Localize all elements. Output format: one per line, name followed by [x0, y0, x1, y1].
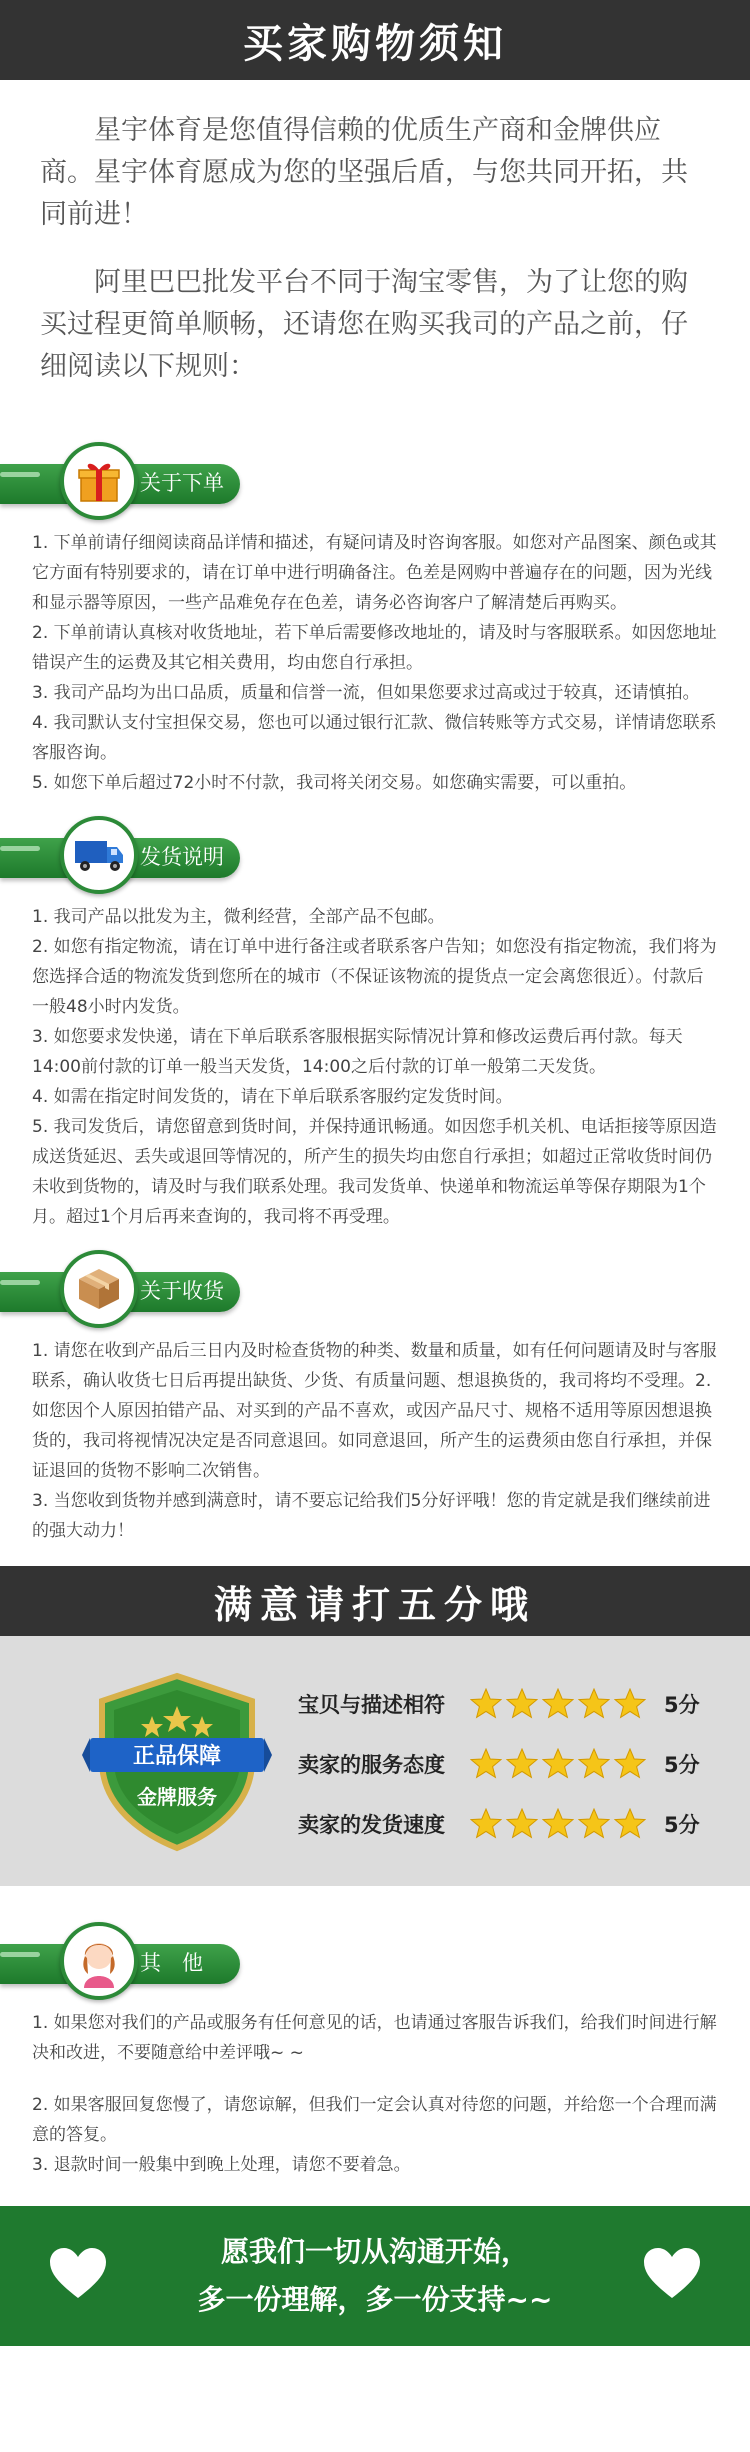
list-item: 3. 如您要求发快递，请在下单后联系客服根据实际情况计算和修改运费后再付款。每天14:00前付款的订单一般当天发货，14:00之后付款的订单一般第二天发货。 — [32, 1027, 683, 1077]
section-title: 发货说明 — [140, 845, 224, 869]
list-item: 3. 我司产品均为出口品质，质量和信誉一流，但如果您要求过高或过于较真，还请慎拍。 — [32, 683, 700, 703]
page-title: 买家购物须知 — [243, 20, 507, 67]
list-item: 5. 我司发货后，请您留意到货时间，并保持通讯畅通。如因您手机关机、电话拒接等原因造成送货延迟、丢失或退回等情况的，所产生的损失均由您自行承担；如超过正常收货时间仍未收到货物的，请及时与我们联系处理。我司发货单、快递单和物流运单等保存期限为1个月。超过1个月后再来查询的，我司将不再受理。 — [32, 1117, 717, 1227]
section-header-shipping — [0, 806, 750, 902]
heart-icon — [644, 2248, 700, 2300]
star-icon — [614, 1688, 646, 1720]
service-agent-icon — [60, 1922, 138, 2000]
list-item: 1. 如果您对我们的产品或服务有任何意见的话，也请通过客服告诉我们，给我们时间进行解决和改进，不要随意给中差评哦~ ~ — [32, 2013, 717, 2063]
star-icon — [506, 1808, 538, 1840]
star-icon — [614, 1808, 646, 1840]
rating-label: 卖家的服务态度 — [298, 1753, 445, 1777]
section-header-order — [0, 432, 750, 528]
header-banner — [0, 0, 750, 80]
section-body-other — [0, 2008, 750, 2180]
footer-banner — [0, 2206, 750, 2346]
gift-icon — [60, 442, 138, 520]
star-rating — [470, 1688, 646, 1720]
star-icon — [614, 1748, 646, 1780]
list-item: 4. 我司默认支付宝担保交易，您也可以通过银行汇款、微信转账等方式交易，详情请您联系客服咨询。 — [32, 713, 717, 763]
rating-rows — [298, 1674, 700, 1854]
guarantee-shield-icon — [82, 1666, 272, 1856]
rating-row — [298, 1734, 700, 1794]
list-item: 3. 当您收到货物并感到满意时，请不要忘记给我们5分好评哦！您的肯定就是我们继续前进的强大动力！ — [32, 1491, 711, 1541]
rating-score: 5分 — [664, 1813, 700, 1837]
intro-paragraph-1: 星宇体育是您值得信赖的优质生产商和金牌供应商。星宇体育愿成为您的坚强后盾，与您共同开拓，共同前进！ — [40, 115, 688, 230]
rating-row — [298, 1794, 700, 1854]
star-icon — [470, 1808, 502, 1840]
star-icon — [506, 1688, 538, 1720]
rating-banner — [0, 1566, 750, 1636]
rating-row — [298, 1674, 700, 1734]
star-icon — [578, 1808, 610, 1840]
star-icon — [542, 1688, 574, 1720]
star-rating — [470, 1808, 646, 1840]
section-header-receiving — [0, 1240, 750, 1336]
star-rating — [470, 1748, 646, 1780]
list-item: 5. 如您下单后超过72小时不付款，我司将关闭交易。如您确实需要，可以重拍。 — [32, 773, 637, 793]
list-item: 3. 退款时间一般集中到晚上处理，请您不要着急。 — [32, 2155, 411, 2175]
truck-icon — [60, 816, 138, 894]
list-item: 2. 下单前请认真核对收货地址，若下单后需要修改地址的，请及时与客服联系。如因您地址错误产生的运费及其它相关费用，均由您自行承担。 — [32, 623, 717, 673]
list-item: 1. 请您在收到产品后三日内及时检查货物的种类、数量和质量，如有任何问题请及时与客服联系，确认收货七日后再提出缺货、少货、有质量问题、想退换货的，我司将均不受理。2. 如您因个人原因拍错产品、对买到的产品不喜欢，或因产品尺寸、规格不适用等原因想退换货的，我司将视情况决定是否同意退回。如同意退回，所产生的运费须由您自行承担，并保证退回的货物不影响二次销售。 — [32, 1341, 717, 1481]
section-title: 其 他 — [140, 1951, 203, 1975]
star-icon — [506, 1748, 538, 1780]
section-header-other — [0, 1912, 750, 2008]
star-icon — [578, 1688, 610, 1720]
rating-label: 卖家的发货速度 — [298, 1813, 445, 1837]
list-item: 2. 如果客服回复您慢了，请您谅解，但我们一定会认真对待您的问题，并给您一个合理而满意的答复。 — [32, 2095, 717, 2145]
footer-line-2: 多一份理解，多一份支持~~ — [197, 2283, 553, 2316]
intro-paragraph-2: 阿里巴巴批发平台不同于淘宝零售，为了让您的购买过程更简单顺畅，还请您在购买我司的产品之前，仔细阅读以下规则： — [40, 267, 688, 382]
list-item: 2. 如您有指定物流，请在订单中进行备注或者联系客户告知；如您没有指定物流，我们将为您选择合适的物流发货到您所在的城市（不保证该物流的提货点一定会离您很近）。付款后一般48小时内发货。 — [32, 937, 717, 1017]
star-icon — [470, 1748, 502, 1780]
star-icon — [578, 1748, 610, 1780]
box-icon — [60, 1250, 138, 1328]
rating-score: 5分 — [664, 1693, 700, 1717]
intro-section — [0, 80, 750, 424]
heart-icon — [50, 2248, 106, 2300]
footer-line-1: 愿我们一切从沟通开始， — [220, 2235, 529, 2268]
rating-label: 宝贝与描述相符 — [298, 1693, 445, 1717]
star-icon — [542, 1808, 574, 1840]
star-icon — [542, 1748, 574, 1780]
rating-panel — [0, 1636, 750, 1886]
list-item: 1. 下单前请仔细阅读商品详情和描述，有疑问请及时咨询客服。如您对产品图案、颜色或其它方面有特别要求的，请在订单中进行明确备注。色差是网购中普遍存在的问题，因为光线和显示器等原因，一些产品难免存在色差，请务必咨询客户了解清楚后再购买。 — [32, 533, 717, 613]
section-title: 关于收货 — [140, 1279, 224, 1303]
list-item: 1. 我司产品以批发为主，微利经营，全部产品不包邮。 — [32, 907, 445, 927]
badge-bottom-text: 金牌服务 — [137, 1785, 217, 1809]
list-item: 4. 如需在指定时间发货的，请在下单后联系客服约定发货时间。 — [32, 1087, 513, 1107]
section-title: 关于下单 — [140, 471, 224, 495]
section-body-order — [0, 528, 750, 798]
star-icon — [470, 1688, 502, 1720]
rating-score: 5分 — [664, 1753, 700, 1777]
section-body-receiving — [0, 1336, 750, 1546]
badge-top-text: 正品保障 — [132, 1744, 222, 1769]
rating-banner-text: 满意请打五分哦 — [213, 1582, 536, 1627]
section-body-shipping — [0, 902, 750, 1232]
